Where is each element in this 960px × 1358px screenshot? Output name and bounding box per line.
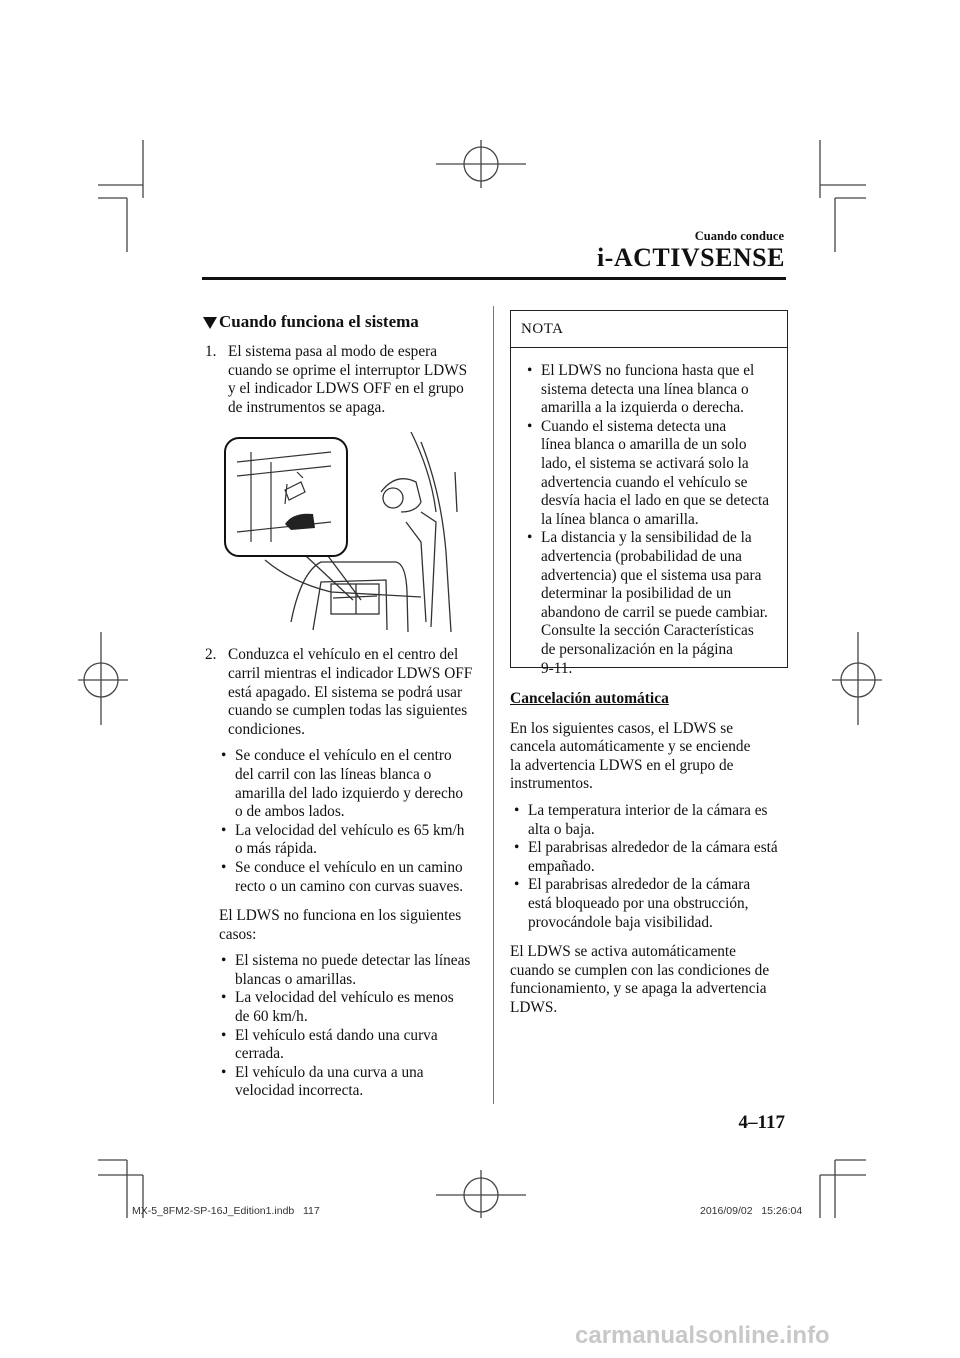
list-item (512, 802, 800, 839)
text-line: casos: (219, 925, 257, 943)
list-item (219, 952, 488, 989)
text-line: advertencia) que el sistema usa para (541, 566, 762, 584)
text-line: y el indicador LDWS OFF en el grupo (228, 380, 464, 398)
text-line: El parabrisas alrededor de la cámara (528, 876, 751, 894)
list-item (219, 989, 488, 1026)
text-line: Se conduce el vehículo en un camino (235, 858, 463, 876)
list-item (512, 876, 800, 932)
text-line: cancela automáticamente y se enciende (510, 738, 751, 756)
section-title: Cuando funciona el sistema (202, 312, 488, 334)
text-line: 9-11. (541, 659, 573, 677)
text-line: La temperatura interior de la cámara es (528, 801, 768, 819)
text-line: empañado. (528, 857, 595, 875)
column-divider (493, 306, 494, 1104)
cancel-section (510, 690, 800, 1018)
text-line: la línea blanca o amarilla. (541, 510, 699, 528)
text-line: La velocidad del vehículo es menos (235, 989, 454, 1007)
text-line: de personalización en la página (541, 640, 733, 658)
text-line: instrumentos. (510, 775, 593, 793)
bullet-icon: • (221, 1063, 227, 1081)
list-item (219, 859, 488, 896)
text-line: desvía hacia el lado en que se detecta (541, 492, 770, 510)
cancel-intro (510, 720, 800, 794)
header-chapter: i-ACTIVSENSE (596, 243, 785, 272)
bullet-icon: • (221, 858, 227, 876)
left-column (202, 312, 488, 1101)
text-line: La distancia y la sensibilidad de la (541, 529, 752, 547)
text-line: Conduzca el vehículo en el centro del (228, 646, 459, 664)
text-line: cuando se cumplen todas las siguientes (228, 702, 468, 720)
cancel-title: Cancelación automática (510, 690, 669, 707)
bullet-icon: • (221, 747, 227, 765)
list-item (525, 529, 787, 678)
text-line: recto o un camino con curvas suaves. (235, 877, 464, 895)
text-line: lado, el sistema se activará solo la (541, 454, 749, 472)
numbered-item-2: 2. Conduzca el vehículo en el centro del carril mientras el indicador LDWS OFF está apagado. El sistema se podrá usar cuando se cumplen todas las siguientes condiciones. (202, 646, 488, 739)
conditions-list (219, 747, 488, 896)
text-line: El sistema no puede detectar las líneas (235, 952, 471, 970)
text-line: de 60 km/h. (235, 1008, 308, 1026)
text-line: advertencia (probabilidad de una (541, 547, 742, 565)
bullet-icon: • (527, 417, 533, 435)
text-line: El sistema pasa al modo de espera (228, 343, 437, 360)
text-line: Se conduce el vehículo en el centro (235, 747, 452, 765)
text-line: línea blanca o amarilla de un solo (541, 436, 747, 454)
text-line: cuando se cumplen con las condiciones de (510, 961, 770, 979)
text-line: advertencia cuando el vehículo se (541, 473, 748, 491)
text-line: El parabrisas alrededor de la cámara está (528, 839, 778, 857)
text-line: carril mientras el indicador LDWS OFF (228, 664, 473, 682)
text-line: cuando se oprime el interruptor LDWS (228, 361, 468, 379)
text-line: El LDWS no funciona en los siguientes (219, 907, 462, 925)
list-item (525, 418, 787, 530)
text-line: Consulte la sección Características (541, 622, 754, 640)
header-rule (202, 277, 786, 280)
bullet-icon: • (221, 989, 227, 1007)
text-line: LDWS. (510, 998, 558, 1016)
watermark: carmanualsonline.info (575, 1322, 830, 1349)
numbered-item-1: 1. El sistema pasa al modo de espera cuando se oprime el interruptor LDWS y el indicador LDWS OFF en el grupo de instrumentos se apaga. (202, 343, 488, 417)
text-line: o de ambos lados. (235, 803, 345, 821)
text-line: velocidad incorrecta. (235, 1082, 364, 1100)
text-line: determinar la posibilidad de un (541, 585, 732, 603)
text-line: está apagado. El sistema se podrá usar (228, 683, 463, 701)
ldws-switch-illustration (221, 432, 461, 632)
list-item (219, 1064, 488, 1101)
text-line: alta o baja. (528, 820, 595, 838)
bullet-icon: • (221, 952, 227, 970)
cancel-list (512, 802, 800, 932)
nota-heading: NOTA (511, 311, 787, 348)
text-line: sistema detecta una línea blanca o (541, 380, 749, 398)
header-section: Cuando conduce (694, 229, 784, 243)
text-line: del carril con las líneas blanca o (235, 765, 432, 783)
bullet-icon: • (221, 1026, 227, 1044)
text-line: o más rápida. (235, 840, 317, 858)
cancel-outro (510, 943, 800, 1017)
not-work-list (219, 952, 488, 1101)
text-line: El LDWS se activa automáticamente (510, 943, 736, 961)
bullet-icon: • (514, 876, 520, 894)
text-line: blancas o amarillas. (235, 970, 357, 988)
bullet-icon: • (221, 821, 227, 839)
text-line: cerrada. (235, 1045, 284, 1063)
list-item (219, 1027, 488, 1064)
list-item (512, 839, 800, 876)
footer-timestamp: 2016/09/02 15:26:04 (700, 1205, 803, 1217)
text-line: la advertencia LDWS en el grupo de (510, 756, 734, 774)
text-line: El vehículo está dando una curva (235, 1026, 438, 1044)
text-line: provocándole baja visibilidad. (528, 913, 713, 931)
nota-box (510, 310, 788, 677)
list-item (219, 822, 488, 859)
text-line: El vehículo da una curva a una (235, 1063, 424, 1081)
text-line: En los siguientes casos, el LDWS se (510, 719, 734, 737)
triangle-down-icon (202, 316, 218, 330)
bullet-icon: • (527, 529, 533, 547)
text-line: La velocidad del vehículo es 65 km/h (235, 821, 465, 839)
list-item (219, 747, 488, 821)
text-line: amarilla del lado izquierdo y derecho (235, 784, 464, 802)
text-line: abandono de carril se puede cambiar. (541, 603, 768, 621)
footer-file: MX-5_8FM2-SP-16J_Edition1.indb 117 (132, 1205, 320, 1217)
text-line: de instrumentos se apaga. (228, 398, 386, 416)
bullet-icon: • (527, 362, 533, 379)
text-line: condiciones. (228, 720, 305, 738)
not-work-intro (219, 907, 488, 944)
page-number: 4–117 (738, 1112, 785, 1133)
nota-list (525, 362, 787, 678)
bullet-icon: • (514, 801, 520, 819)
text-line: está bloqueado por una obstrucción, (528, 894, 749, 912)
text-line: El LDWS no funciona hasta que el (541, 362, 755, 379)
bullet-icon: • (514, 839, 520, 857)
text-line: Cuando el sistema detecta una (541, 417, 727, 435)
text-line: funcionamiento, y se apaga la advertencia (510, 980, 767, 998)
list-item (525, 362, 787, 418)
text-line: amarilla a la izquierda o derecha. (541, 399, 744, 417)
